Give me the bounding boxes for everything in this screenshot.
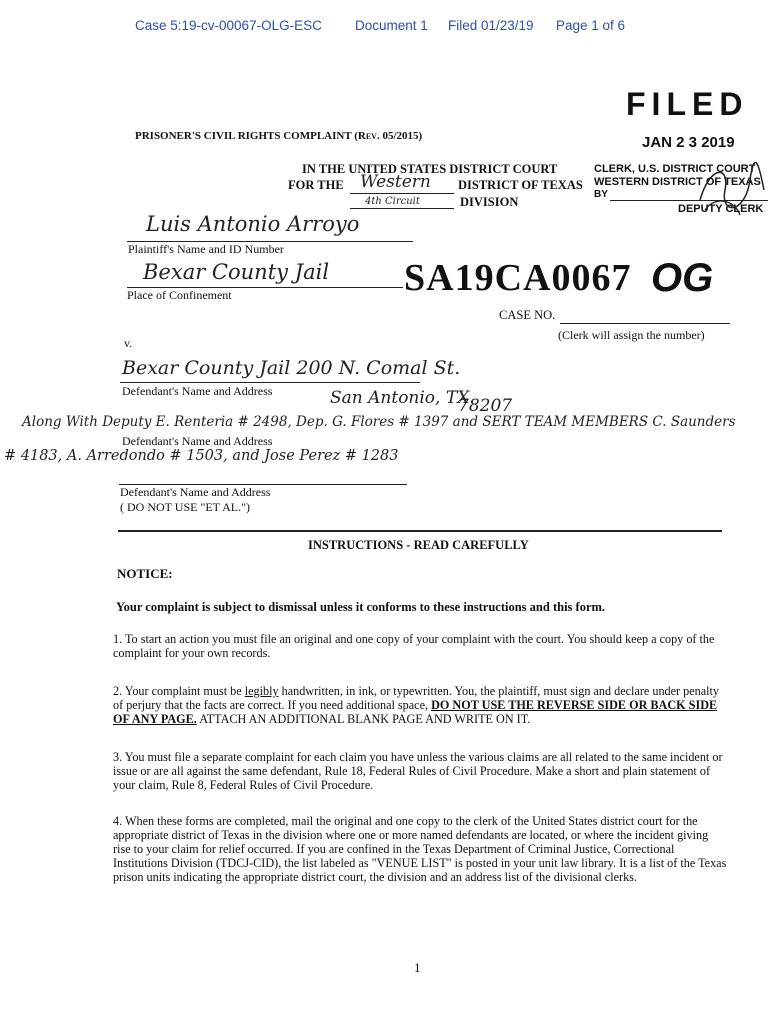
filed-date-header: Filed 01/23/19 <box>448 18 534 33</box>
defendant1-label: Defendant's Name and Address <box>122 384 273 398</box>
p2-text-a: 2. Your complaint must be <box>113 684 245 698</box>
section-divider <box>118 530 722 532</box>
defendant1-line <box>120 382 420 383</box>
instruction-paragraph-3: 3. You must file a separate complaint for each claim you have unless the various claims are all related to the same incident or issue or are all against the same defendant, Rule 18, Federal Rules of Civil Procedure. Make a short and plain statement of your claim, Rule 8, Federal Rules of Civil Procedure. <box>113 750 723 792</box>
division-handwritten: 4th Circuit <box>365 196 420 207</box>
defendant2-handwritten: Along With Deputy E. Renteria # 2498, Dep. G. Flores # 1397 and SERT TEAM MEMBERS C. Saunders <box>22 414 736 430</box>
district-of-texas-label: DISTRICT OF TEXAS <box>458 178 583 192</box>
instruction-paragraph-2 <box>113 684 728 726</box>
defendant3-label: Defendant's Name and Address <box>120 485 271 499</box>
p2-do-not-use: DO NOT USE THE REVERSE SIDE OR BACK SIDE OF ANY PAGE. <box>113 698 718 726</box>
confinement-handwritten: Bexar County Jail <box>143 260 330 284</box>
defendant1-city-handwritten: San Antonio, TX. <box>330 388 475 408</box>
defendant1-zip-handwritten: 78207 <box>458 396 513 416</box>
clerk-signature-scribble <box>690 160 768 222</box>
page-number: 1 <box>414 960 421 975</box>
defendant3-handwritten: # 4183, A. Arredondo # 1503, and Jose Perez # 1283 <box>4 448 399 464</box>
clerk-stamp-line1: CLERK, U.S. DISTRICT COURT <box>594 163 756 175</box>
instruction-paragraph-4: 4. When these forms are completed, mail the original and one copy to the clerk of the United States district court for the appropriate district of Texas in the division where one or more named defendants are located, or where the incident giving rise to your claim for relief occurred. If you are confined in the Texas Department of Criminal Justice, Correctional Institutions Division (TDCJ-CID), the list labeled as "VENUE LIST" is posted in your unit law library. It is a list of the Texas prison units indicating the appropriate district court, the division and an address list of the divisional clerks. <box>113 814 727 884</box>
case-no-note: (Clerk will assign the number) <box>558 328 705 342</box>
clerk-stamp-by: BY <box>594 189 608 200</box>
district-handwritten: Western <box>360 172 431 192</box>
case-no-line <box>560 323 730 324</box>
defendant1-handwritten: Bexar County Jail 200 N. Comal St. <box>122 357 461 379</box>
division-label: DIVISION <box>460 195 519 209</box>
do-not-use-et-al: ( DO NOT USE "ET AL.") <box>120 500 251 514</box>
versus-label: v. <box>124 336 133 350</box>
filed-stamp: FILED <box>626 86 749 122</box>
court-title: IN THE UNITED STATES DISTRICT COURT <box>302 162 558 176</box>
filed-stamp-date: JAN 2 3 2019 <box>642 134 735 151</box>
instruction-paragraph-1: 1. To start an action you must file an original and one copy of your complaint with the court. You should keep a copy of the complaint for your own records. <box>113 632 715 660</box>
for-the-label: FOR THE <box>288 178 344 192</box>
case-no-label: CASE NO. <box>499 308 556 322</box>
plaintiff-name-handwritten: Luis Antonio Arroyo <box>146 212 360 236</box>
district-line <box>350 193 454 194</box>
defendant2-label: Defendant's Name and Address <box>122 434 273 448</box>
case-number-header: Case 5:19-cv-00067-OLG-ESC <box>135 18 322 33</box>
place-of-confinement-label: Place of Confinement <box>127 288 232 302</box>
plaintiff-name-label: Plaintiff's Name and ID Number <box>128 242 284 256</box>
p2-attach: ATTACH AN ADDITIONAL BLANK PAGE AND WRITE ON IT. <box>196 712 531 726</box>
notice-label: NOTICE: <box>117 566 173 581</box>
p2-legibly: legibly <box>244 684 279 698</box>
p2-text-b: handwritten, in ink, or typewritten. You, the plaintiff, must sign and declare under penalty of perjury that the facts are correct. If you need additional space, <box>113 684 720 712</box>
case-number-stamp: SA19CA0067 <box>404 257 632 299</box>
page-count-header: Page 1 of 6 <box>556 18 626 33</box>
case-number-suffix: OG <box>651 256 714 300</box>
clerk-stamp-line2: WESTERN DISTRICT OF TEXAS <box>594 176 761 188</box>
form-title: PRISONER'S CIVIL RIGHTS COMPLAINT (Rev. 05/2015) <box>135 130 423 142</box>
division-line <box>350 208 454 209</box>
instructions-title: INSTRUCTIONS - READ CAREFULLY <box>308 538 529 552</box>
dismissal-warning: Your complaint is subject to dismissal unless it conforms to these instructions and this form. <box>116 600 606 614</box>
document-number-header: Document 1 <box>355 18 428 33</box>
deputy-clerk-label: DEPUTY CLERK <box>678 203 764 215</box>
